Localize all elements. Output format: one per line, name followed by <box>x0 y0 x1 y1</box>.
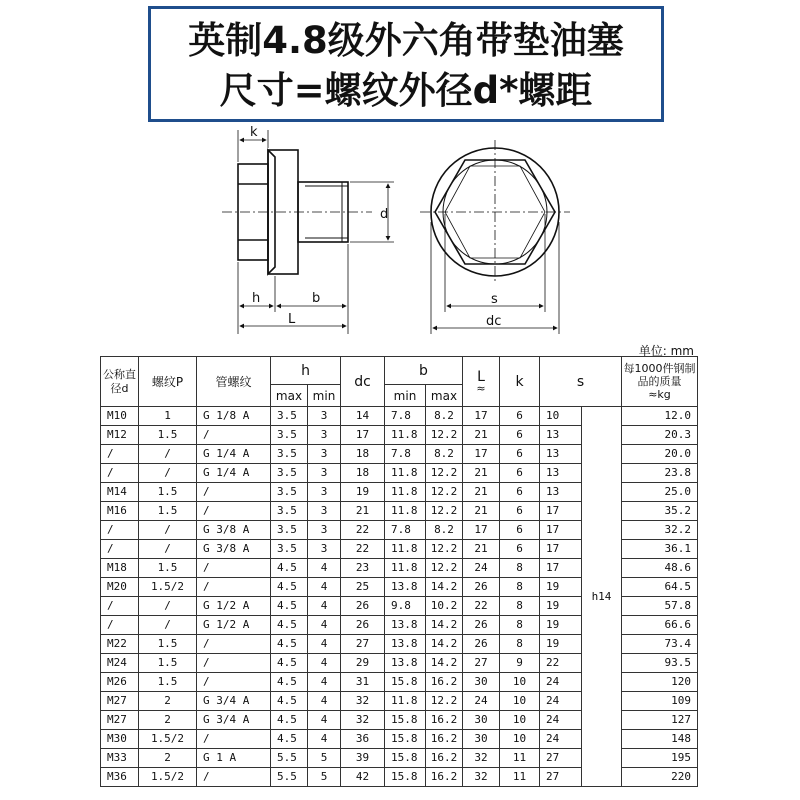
table-cell: 23 <box>341 559 385 578</box>
table-cell: 26 <box>341 597 385 616</box>
table-cell: G 1/4 A <box>197 464 271 483</box>
table-cell: 3 <box>308 502 341 521</box>
table-cell: 4.5 <box>271 635 308 654</box>
table-cell: 8.2 <box>426 407 463 426</box>
label-dc: dc <box>486 314 502 329</box>
table-cell: 4 <box>308 597 341 616</box>
table-cell: / <box>197 559 271 578</box>
table-cell: 8 <box>500 635 540 654</box>
table-cell: M16 <box>101 502 139 521</box>
table-cell: 16.2 <box>426 768 463 787</box>
table-cell: / <box>139 540 197 559</box>
table-cell: G 1/2 A <box>197 616 271 635</box>
table-cell: M36 <box>101 768 139 787</box>
table-cell: 24 <box>463 692 500 711</box>
table-cell: 4.5 <box>271 692 308 711</box>
table-cell: 14 <box>341 407 385 426</box>
table-cell: 11.8 <box>385 559 426 578</box>
table-cell: 19 <box>540 616 582 635</box>
table-cell: G 1/8 A <box>197 407 271 426</box>
table-cell: / <box>139 616 197 635</box>
table-cell: 26 <box>463 635 500 654</box>
table-cell: 6 <box>500 483 540 502</box>
table-cell: 4.5 <box>271 616 308 635</box>
table-cell: 22 <box>463 597 500 616</box>
label-s: s <box>491 292 498 307</box>
table-cell: 4 <box>308 730 341 749</box>
table-cell: 93.5 <box>622 654 698 673</box>
table-cell: 48.6 <box>622 559 698 578</box>
table-cell: 21 <box>463 426 500 445</box>
table-cell: 12.2 <box>426 464 463 483</box>
table-cell: 17 <box>540 559 582 578</box>
table-cell: 7.8 <box>385 445 426 464</box>
table-cell: G 1/4 A <box>197 445 271 464</box>
table-cell: 11.8 <box>385 426 426 445</box>
table-cell: 26 <box>341 616 385 635</box>
table-cell: 4.5 <box>271 559 308 578</box>
table-cell: 20.3 <box>622 426 698 445</box>
table-cell: 12.2 <box>426 426 463 445</box>
table-cell: 35.2 <box>622 502 698 521</box>
table-cell: 24 <box>540 730 582 749</box>
label-b: b <box>312 291 321 306</box>
table-cell: 1.5 <box>139 559 197 578</box>
table-cell: M27 <box>101 711 139 730</box>
table-cell: / <box>139 445 197 464</box>
unit-label: 单位: mm <box>638 344 694 358</box>
table-cell: 1 <box>139 407 197 426</box>
table-cell: 66.6 <box>622 616 698 635</box>
table-cell: 13 <box>540 464 582 483</box>
table-cell: 8.2 <box>426 521 463 540</box>
table-cell: 11 <box>500 768 540 787</box>
table-cell: 12.2 <box>426 540 463 559</box>
table-cell: 13.8 <box>385 635 426 654</box>
table-cell: 14.2 <box>426 635 463 654</box>
side-view <box>222 130 394 334</box>
table-cell: 32 <box>341 692 385 711</box>
table-cell: 6 <box>500 521 540 540</box>
table-cell: 3.5 <box>271 521 308 540</box>
table-cell: 32 <box>341 711 385 730</box>
table-cell: 27 <box>540 749 582 768</box>
table-cell: 10 <box>500 692 540 711</box>
table-cell: 12.2 <box>426 502 463 521</box>
table-cell: / <box>101 616 139 635</box>
table-cell: 73.4 <box>622 635 698 654</box>
table-cell: 24 <box>463 559 500 578</box>
table-cell: 10 <box>500 711 540 730</box>
table-cell: 1.5/2 <box>139 578 197 597</box>
table-cell: 14.2 <box>426 578 463 597</box>
table-cell: 7.8 <box>385 407 426 426</box>
table-cell: 3.5 <box>271 464 308 483</box>
table-cell: 19 <box>540 578 582 597</box>
technical-drawing <box>0 122 800 352</box>
table-cell: M14 <box>101 483 139 502</box>
s-tolerance: h14 <box>582 407 622 787</box>
table-cell: 10 <box>500 673 540 692</box>
table-cell: 4 <box>308 711 341 730</box>
table-cell: G 3/4 A <box>197 711 271 730</box>
table-cell: 109 <box>622 692 698 711</box>
table-cell: 5.5 <box>271 749 308 768</box>
table-cell: 1.5 <box>139 635 197 654</box>
table-cell: 3 <box>308 464 341 483</box>
table-cell: 21 <box>463 483 500 502</box>
table-cell: 1.5 <box>139 483 197 502</box>
table-cell: 27 <box>341 635 385 654</box>
table-cell: 21 <box>463 464 500 483</box>
label-d: d <box>380 207 389 222</box>
table-cell: 6 <box>500 540 540 559</box>
label-k: k <box>250 125 258 140</box>
table-cell: 13 <box>540 483 582 502</box>
table-cell: 4 <box>308 559 341 578</box>
table-cell: 30 <box>463 711 500 730</box>
table-cell: 5 <box>308 749 341 768</box>
table-cell: 6 <box>500 464 540 483</box>
table-cell: M18 <box>101 559 139 578</box>
table-cell: 27 <box>463 654 500 673</box>
header-b-min: min <box>385 385 426 407</box>
table-cell: 8 <box>500 578 540 597</box>
table-cell: 10 <box>500 730 540 749</box>
table-cell: 11.8 <box>385 502 426 521</box>
table-cell: 12.2 <box>426 692 463 711</box>
table-cell: / <box>139 464 197 483</box>
table-cell: 2 <box>139 711 197 730</box>
table-cell: / <box>101 540 139 559</box>
table-cell: 8 <box>500 597 540 616</box>
table-cell: 32 <box>463 749 500 768</box>
table-cell: 4 <box>308 692 341 711</box>
table-cell: G 1 A <box>197 749 271 768</box>
table-cell: 1.5 <box>139 673 197 692</box>
table-cell: 127 <box>622 711 698 730</box>
table-cell: 15.8 <box>385 673 426 692</box>
table-cell: 19 <box>540 635 582 654</box>
table-cell: 120 <box>622 673 698 692</box>
table-cell: 10 <box>540 407 582 426</box>
table-cell: 11 <box>500 749 540 768</box>
table-cell: 30 <box>463 730 500 749</box>
table-cell: 1.5 <box>139 502 197 521</box>
header-k: k <box>500 357 540 407</box>
table-cell: 32 <box>463 768 500 787</box>
table-cell: 21 <box>341 502 385 521</box>
table-cell: G 3/8 A <box>197 521 271 540</box>
table-cell: 17 <box>463 445 500 464</box>
table-cell: 15.8 <box>385 749 426 768</box>
table-cell: 21 <box>463 502 500 521</box>
table-cell: 17 <box>463 407 500 426</box>
table-cell: M27 <box>101 692 139 711</box>
table-cell: 16.2 <box>426 730 463 749</box>
header-L-approx: ≈ <box>476 381 486 395</box>
table-cell: 148 <box>622 730 698 749</box>
header-L-symbol: L <box>477 368 485 385</box>
table-row <box>101 407 698 426</box>
table-cell: M26 <box>101 673 139 692</box>
table-cell: 11.8 <box>385 483 426 502</box>
table-cell: 13.8 <box>385 616 426 635</box>
table-cell: 7.8 <box>385 521 426 540</box>
table-cell: 36.1 <box>622 540 698 559</box>
table-cell: 6 <box>500 445 540 464</box>
table-cell: 57.8 <box>622 597 698 616</box>
table-cell: 25 <box>341 578 385 597</box>
table-cell: 2 <box>139 749 197 768</box>
table-cell: 10.2 <box>426 597 463 616</box>
table-cell: 4 <box>308 616 341 635</box>
title-line-2: 尺寸=螺纹外径d*螺距 <box>219 69 593 112</box>
table-cell: / <box>139 521 197 540</box>
table-cell: 24 <box>540 673 582 692</box>
table-cell: 4.5 <box>271 654 308 673</box>
table-cell: 16.2 <box>426 749 463 768</box>
table-cell: 20.0 <box>622 445 698 464</box>
table-cell: / <box>197 654 271 673</box>
table-cell: 6 <box>500 502 540 521</box>
table-cell: 26 <box>463 616 500 635</box>
header-s: s <box>540 357 622 407</box>
table-cell: 1.5 <box>139 426 197 445</box>
header-h-max: max <box>271 385 308 407</box>
table-cell: 18 <box>341 445 385 464</box>
table-cell: M12 <box>101 426 139 445</box>
table-cell: 3 <box>308 483 341 502</box>
table-cell: / <box>101 464 139 483</box>
table-cell: 9.8 <box>385 597 426 616</box>
table-cell: 1.5/2 <box>139 730 197 749</box>
table-cell: 4.5 <box>271 673 308 692</box>
table-cell: 2 <box>139 692 197 711</box>
table-cell: 12.0 <box>622 407 698 426</box>
table-cell: 4.5 <box>271 730 308 749</box>
table-cell: / <box>139 597 197 616</box>
table-cell: 3.5 <box>271 407 308 426</box>
table-cell: 42 <box>341 768 385 787</box>
table-cell: / <box>197 635 271 654</box>
table-cell: M24 <box>101 654 139 673</box>
table-cell: 4.5 <box>271 597 308 616</box>
table-cell: 8 <box>500 559 540 578</box>
table-cell: / <box>197 426 271 445</box>
table-cell: 17 <box>540 521 582 540</box>
table-cell: M33 <box>101 749 139 768</box>
table-cell: 17 <box>540 540 582 559</box>
table-cell: M30 <box>101 730 139 749</box>
header-dc: dc <box>341 357 385 407</box>
header-nominal-d: 公称直径d <box>101 357 139 407</box>
table-cell: 15.8 <box>385 711 426 730</box>
table-cell: M20 <box>101 578 139 597</box>
table-cell: G 3/4 A <box>197 692 271 711</box>
table-cell: 19 <box>341 483 385 502</box>
table-cell: / <box>197 502 271 521</box>
table-cell: 17 <box>341 426 385 445</box>
table-cell: / <box>197 730 271 749</box>
table-cell: 17 <box>540 502 582 521</box>
table-cell: 4.5 <box>271 578 308 597</box>
header-L <box>463 357 500 407</box>
table-cell: 22 <box>540 654 582 673</box>
table-cell: 3.5 <box>271 483 308 502</box>
table-cell: 5.5 <box>271 768 308 787</box>
header-h: h <box>271 357 341 385</box>
table-cell: 16.2 <box>426 673 463 692</box>
table-cell: 4 <box>308 654 341 673</box>
table-cell: 18 <box>341 464 385 483</box>
table-cell: 11.8 <box>385 464 426 483</box>
table-cell: 24 <box>540 692 582 711</box>
header-pipe-thread: 管螺纹 <box>197 357 271 407</box>
table-cell: 13.8 <box>385 578 426 597</box>
header-mass-text: 每1000件钢制品的质量 <box>623 362 696 388</box>
table-cell: 5 <box>308 768 341 787</box>
table-cell: 36 <box>341 730 385 749</box>
table-cell: 13 <box>540 445 582 464</box>
table-cell: 22 <box>341 521 385 540</box>
table-cell: 220 <box>622 768 698 787</box>
table-cell: 4.5 <box>271 711 308 730</box>
table-cell: 9 <box>500 654 540 673</box>
table-cell: / <box>101 445 139 464</box>
table-cell: 14.2 <box>426 654 463 673</box>
table-cell: 3 <box>308 521 341 540</box>
table-cell: 3 <box>308 426 341 445</box>
table-cell: 3.5 <box>271 502 308 521</box>
table-cell: M22 <box>101 635 139 654</box>
header-b-max: max <box>426 385 463 407</box>
table-cell: 31 <box>341 673 385 692</box>
table-cell: 3.5 <box>271 426 308 445</box>
table-cell: / <box>197 768 271 787</box>
table-cell: 13.8 <box>385 654 426 673</box>
table-cell: 21 <box>463 540 500 559</box>
table-cell: 15.8 <box>385 730 426 749</box>
label-h: h <box>252 291 261 306</box>
table-cell: 29 <box>341 654 385 673</box>
table-cell: 23.8 <box>622 464 698 483</box>
table-cell: 30 <box>463 673 500 692</box>
table-cell: 4 <box>308 578 341 597</box>
title-line-1: 英制4.8级外六角带垫油塞 <box>188 19 624 62</box>
table-cell: 3 <box>308 445 341 464</box>
table-cell: 3 <box>308 407 341 426</box>
table-cell: / <box>197 673 271 692</box>
table-cell: 27 <box>540 768 582 787</box>
table-cell: 15.8 <box>385 768 426 787</box>
table-cell: 8.2 <box>426 445 463 464</box>
title-banner <box>148 6 664 122</box>
table-cell: 6 <box>500 407 540 426</box>
header-pitch: 螺纹P <box>139 357 197 407</box>
table-cell: 13 <box>540 426 582 445</box>
table-cell: 4 <box>308 673 341 692</box>
table-cell: 195 <box>622 749 698 768</box>
spec-table <box>100 356 698 787</box>
table-cell: 19 <box>540 597 582 616</box>
table-cell: 11.8 <box>385 692 426 711</box>
table-cell: 25.0 <box>622 483 698 502</box>
table-cell: / <box>197 483 271 502</box>
label-L: L <box>288 312 296 327</box>
table-cell: 22 <box>341 540 385 559</box>
table-cell: G 3/8 A <box>197 540 271 559</box>
table-cell: / <box>101 521 139 540</box>
table-cell: 6 <box>500 426 540 445</box>
table-cell: 1.5/2 <box>139 768 197 787</box>
table-cell: 26 <box>463 578 500 597</box>
table-cell: G 1/2 A <box>197 597 271 616</box>
table-cell: 3.5 <box>271 540 308 559</box>
table-cell: 16.2 <box>426 711 463 730</box>
table-cell: M10 <box>101 407 139 426</box>
table-cell: 32.2 <box>622 521 698 540</box>
table-cell: 12.2 <box>426 559 463 578</box>
header-h-min: min <box>308 385 341 407</box>
table-cell: 12.2 <box>426 483 463 502</box>
table-cell: 3 <box>308 540 341 559</box>
spec-table-body <box>101 407 698 787</box>
header-b: b <box>385 357 463 385</box>
table-cell: 3.5 <box>271 445 308 464</box>
table-cell: 1.5 <box>139 654 197 673</box>
table-cell: 14.2 <box>426 616 463 635</box>
header-mass <box>622 357 698 407</box>
table-cell: 64.5 <box>622 578 698 597</box>
table-cell: 39 <box>341 749 385 768</box>
table-cell: 17 <box>463 521 500 540</box>
table-cell: / <box>197 578 271 597</box>
header-mass-unit: ≈kg <box>648 388 671 401</box>
table-cell: 4 <box>308 635 341 654</box>
table-cell: / <box>101 597 139 616</box>
table-cell: 24 <box>540 711 582 730</box>
table-cell: 8 <box>500 616 540 635</box>
table-cell: 11.8 <box>385 540 426 559</box>
